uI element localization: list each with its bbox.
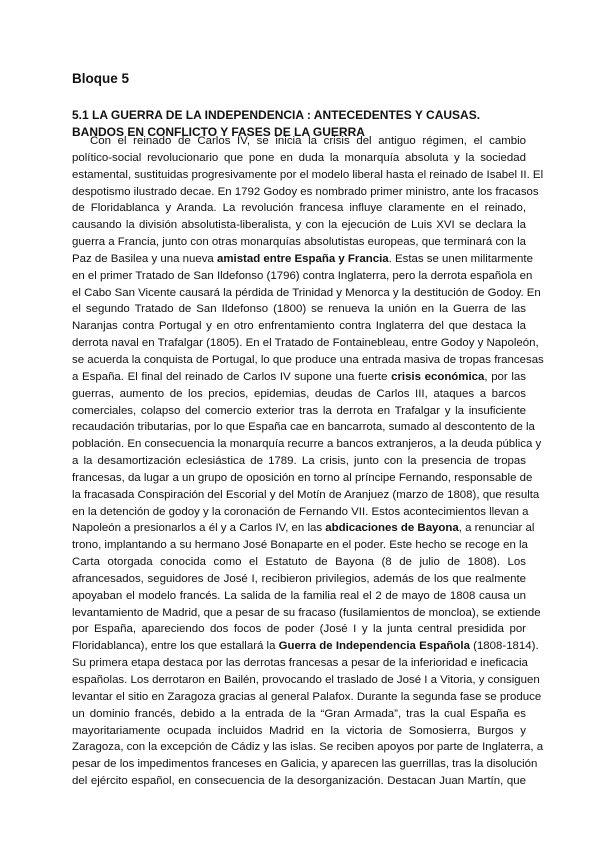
text-run: recaudación tributarias, por lo que España cae en bancarrota, sumado al descontento de la bbox=[72, 421, 535, 434]
text-run: estamental, sustituidas progresivamente por el modelo liberal hasta el reinado de Isabel II. El bbox=[72, 168, 544, 181]
bold-term: Guerra de Independencia Española bbox=[278, 640, 470, 653]
paragraph-line bbox=[72, 487, 540, 504]
paragraph-line bbox=[72, 588, 526, 605]
paragraph-line bbox=[72, 638, 539, 655]
paragraph-line bbox=[72, 318, 526, 335]
paragraph-line bbox=[72, 739, 544, 756]
paragraph-line bbox=[72, 285, 541, 302]
paragraph-line bbox=[72, 133, 526, 150]
paragraph-line bbox=[72, 706, 526, 723]
text-run: Zaragoza, con la excepción de Cádiz y las islas. Se reciben apoyos por parte de Inglaterra, a bbox=[72, 741, 544, 754]
body-paragraph bbox=[72, 133, 544, 790]
paragraph-line bbox=[72, 723, 526, 740]
paragraph-line bbox=[72, 504, 529, 521]
paragraph-line bbox=[72, 251, 533, 268]
text-run: afrancesados, seguidores de José I, recibieron privilegios, además de los que realmente bbox=[72, 572, 526, 585]
paragraph-line bbox=[72, 268, 533, 285]
paragraph-line bbox=[72, 672, 540, 689]
paragraph-line bbox=[72, 520, 535, 537]
text-run: trono, implantando a su hermano José Bonaparte en el poder. Este hecho se recoge en la bbox=[72, 539, 528, 552]
bold-term: amistad entre España y Francia bbox=[216, 252, 389, 265]
paragraph-line bbox=[72, 773, 526, 790]
text-run: población. En consecuencia la monarquía recurre a bancos extranjeros, a la deuda pública y bbox=[72, 438, 542, 451]
text-run: un dominio francés, debido a la entrada de la “Gran Armada”, tras la cual España es bbox=[72, 707, 526, 720]
paragraph-line bbox=[72, 217, 526, 234]
text-run: se acuerda la conquista de Portugal, lo que produce una entrada masiva de tropas francesas bbox=[72, 353, 544, 366]
text-run: Carta otorgada conocida como el Estatuto de Bayona (8 de julio de 1808). Los bbox=[72, 556, 526, 569]
text-run: guerra a Francia, junto con otras monarquías absolutistas europeas, que terminará con la bbox=[72, 236, 526, 249]
paragraph-line bbox=[72, 621, 526, 638]
text-run: despotismo ilustrado decae. En 1792 Godoy es nombrado primer ministro, ante los fracasos bbox=[72, 185, 539, 198]
bold-term: abdicaciones de Bayona bbox=[325, 522, 459, 535]
text-run: derrota naval en Trafalgar (1805). En el Tratado de Fontainebleau, entre Godoy y Napoleón, bbox=[72, 337, 539, 350]
text-run: del ejército español, en consecuencia de la desorganización. Destacan Juan Martín, que bbox=[72, 775, 526, 788]
text-run: . Estas se unen militarmente bbox=[388, 252, 533, 265]
paragraph-line bbox=[72, 167, 544, 184]
paragraph-line bbox=[72, 301, 526, 318]
text-run: por España, apareciendo dos focos de poder (José I y la junta central presidida por bbox=[72, 623, 526, 636]
block-title: Bloque 5 bbox=[72, 71, 130, 86]
text-run: de Floridablanca y Aranda. La revolución francesa influye claramente en el reinado, bbox=[72, 202, 526, 215]
paragraph-line bbox=[72, 689, 542, 706]
text-run: el segundo Tratado de San Ildefonso (1800) se renueva la unión en la Guerra de las bbox=[72, 303, 526, 316]
text-run: la fracasada Conspiración del Escorial y del Motín de Aranjuez (marzo de 1808), que resulta bbox=[72, 488, 540, 501]
text-run: , por las bbox=[484, 370, 526, 383]
bold-term: crisis económica bbox=[391, 370, 485, 383]
text-run: pesar de los impedimentos franceses en Galicia, y aparecen las guerrillas, tras la disolución bbox=[72, 758, 538, 771]
paragraph-line bbox=[72, 470, 533, 487]
text-run: guerras, aumento de los precios, epidemias, deudas de Carlos III, ataques a barcos bbox=[72, 387, 526, 400]
paragraph-line bbox=[72, 234, 526, 251]
text-run: en la detención de godoy y la coronación de Fernando VII. Estos acontecimientos llevan a bbox=[72, 505, 529, 518]
text-run: Floridablanca), entre los que estallará la bbox=[72, 640, 279, 653]
section-heading-line-2: BANDOS EN CONFLICTO Y FASES DE LA GUERRA bbox=[72, 124, 365, 139]
text-run: Napoleón a presionarlos a él y a Carlos IV, en las bbox=[72, 522, 326, 535]
text-run: levantamiento de Madrid, que a pesar de su fracaso (fusilamientos de moncloa), se extiende bbox=[72, 606, 541, 619]
text-run: mayoritariamente ocupada incluidos Madrid en la victoria de Somosierra, Burgos y bbox=[72, 724, 526, 737]
text-run: Con el reinado de Carlos IV, se inicia la crisis del antiguo régimen, el cambio bbox=[90, 135, 526, 147]
text-run: Su primera etapa destaca por las derrotas francesas a pesar de la inferioridad e ineficacia bbox=[72, 657, 528, 670]
paragraph-line bbox=[72, 419, 535, 436]
paragraph-line bbox=[72, 335, 539, 352]
text-run: españolas. Los derrotaron en Bailén, provocando el traslado de José I a Vitoria, y consiguen bbox=[72, 674, 540, 686]
text-run: , a renunciar al bbox=[458, 522, 535, 535]
paragraph-line bbox=[72, 453, 526, 470]
paragraph-line bbox=[72, 150, 526, 167]
paragraph-line bbox=[72, 571, 526, 588]
text-run: comerciales, colapso del comercio exterior tras la derrota en Trafalgar y la insuficiente bbox=[72, 404, 526, 417]
text-run: francesas, da lugar a un grupo de oposición en torno al príncipe Fernando, responsable de bbox=[72, 471, 533, 484]
text-run: en el primer Tratado de San Ildefonso (1796) contra Inglaterra, pero la derrota española en bbox=[72, 269, 533, 282]
text-run: levantar el sitio en Zaragoza gracias al general Palafox. Durante la segunda fase se produce bbox=[72, 690, 542, 703]
text-run: apoyaban el modelo francés. La salida de la familia real el 2 de mayo de 1808 causa un bbox=[72, 589, 526, 602]
paragraph-line bbox=[72, 554, 526, 571]
paragraph-line bbox=[72, 386, 526, 403]
paragraph-line bbox=[72, 403, 526, 420]
paragraph-line bbox=[72, 756, 538, 773]
text-run: Naranjas contra Portugal y en otro enfrentamiento contra Inglaterra del que destaca la bbox=[72, 320, 526, 333]
text-run: a la desamortización eclesiástica de 1789. La crisis, junto con la presencia de tropas bbox=[72, 455, 526, 468]
paragraph-line bbox=[72, 436, 542, 453]
text-run: Paz de Basilea y una nueva bbox=[72, 252, 217, 265]
text-run: (1808-1814). bbox=[469, 640, 539, 653]
paragraph-line bbox=[72, 369, 526, 386]
paragraph-line bbox=[72, 605, 541, 622]
section-heading-line-1: 5.1 LA GUERRA DE LA INDEPENDENCIA : ANTECEDENTES Y CAUSAS. bbox=[72, 108, 481, 122]
paragraph-line bbox=[72, 352, 544, 369]
text-run: causando la división absolutista-liberalista, y con la ejecución de Luis XVI se declara la bbox=[72, 219, 526, 232]
paragraph-line bbox=[72, 184, 539, 201]
text-run: político-social revolucionario que pone en duda la monarquía absoluta y la sociedad bbox=[72, 151, 526, 164]
text-run: el Cabo San Vicente causará la pérdida de Trinidad y Menorca y la destitución de Godoy. En bbox=[72, 286, 541, 299]
paragraph-line bbox=[72, 655, 526, 672]
paragraph-line bbox=[72, 537, 526, 554]
text-run: a España. El final del reinado de Carlos IV supone una fuerte bbox=[72, 370, 392, 383]
paragraph-line bbox=[72, 200, 526, 217]
